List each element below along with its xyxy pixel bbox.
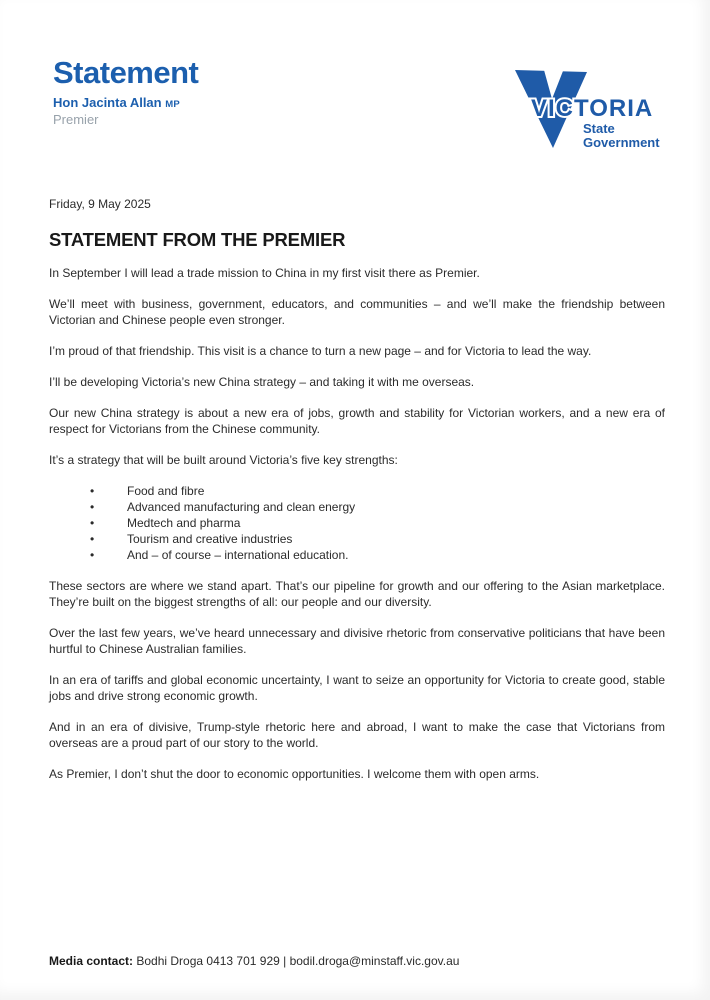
body-paragraph: As Premier, I don’t shut the door to economic opportunities. I welcome them with open arms. [49, 767, 540, 781]
body-paragraph: Over the last few years, we’ve heard unnecessary and divisive rhetoric from conservative politicians that have been hurtful to Chinese Australian families. [49, 626, 665, 656]
body-paragraph: We’ll meet with business, government, educators, and communities – and we’ll make the friendship between Victorian and Chinese people even stronger. [49, 297, 665, 327]
author-name: Hon Jacinta Allan [53, 95, 166, 110]
body-paragraph: It’s a strategy that will be built around Victoria’s five key strengths: [49, 453, 398, 467]
letterhead [53, 56, 198, 127]
key-strength-item: • Tourism and creative industries [49, 531, 665, 547]
body-paragraph: Our new China strategy is about a new era of jobs, growth and stability for Victorian workers, and a new era of respect for Victorians from the Chinese community. [49, 406, 665, 436]
media-contact-line [49, 953, 665, 969]
body-paragraph: I’m proud of that friendship. This visit is a chance to turn a new page – and for Victoria to lead the way. [49, 344, 592, 358]
victoria-state-government-logo [513, 52, 665, 152]
body-paragraph: And in an era of divisive, Trump-style rhetoric here and abroad, I want to make the case that Victorians from overseas are a proud part of our story to the world. [49, 720, 665, 750]
key-strength-item: • Advanced manufacturing and clean energy [49, 499, 665, 515]
key-strength-item: • And – of course – international education. [49, 547, 665, 563]
author-name-line [53, 95, 198, 112]
body-paragraph: In September I will lead a trade mission to China in my first visit there as Premier. [49, 266, 480, 280]
masthead-title: Statement [53, 55, 199, 90]
author-role: Premier [53, 112, 99, 127]
document-body [49, 196, 665, 797]
body-paragraph: I’ll be developing Victoria’s new China strategy – and taking it with me overseas. [49, 375, 475, 389]
author-postnominal: MP [165, 99, 181, 110]
media-contact-label: Media contact: [49, 954, 134, 968]
key-strength-item: • Food and fibre [49, 483, 665, 499]
body-paragraph: These sectors are where we stand apart. That’s our pipeline for growth and our offering to the Asian marketplace. They’re built on the biggest strengths of all: our people and our diversity. [49, 579, 665, 609]
paragraph-group-intro [49, 265, 665, 468]
body-paragraph: In an era of tariffs and global economic uncertainty, I want to seize an opportunity for Victoria to create good, stable jobs and drive strong economic growth. [49, 673, 665, 703]
key-strength-item: • Medtech and pharma [49, 515, 665, 531]
logo-wordmark: VICTORIA [531, 95, 654, 122]
key-strengths-list [49, 483, 665, 563]
media-contact-details: Bodhi Droga 0413 701 929 | bodil.droga@minstaff.vic.gov.au [133, 954, 460, 968]
paragraph-group-closing [49, 578, 665, 782]
document-date: Friday, 9 May 2025 [49, 197, 151, 211]
logo-tagline-state: State [583, 121, 615, 136]
document-heading: STATEMENT FROM THE PREMIER [49, 229, 346, 250]
logo-tagline-government: Government [583, 135, 660, 150]
